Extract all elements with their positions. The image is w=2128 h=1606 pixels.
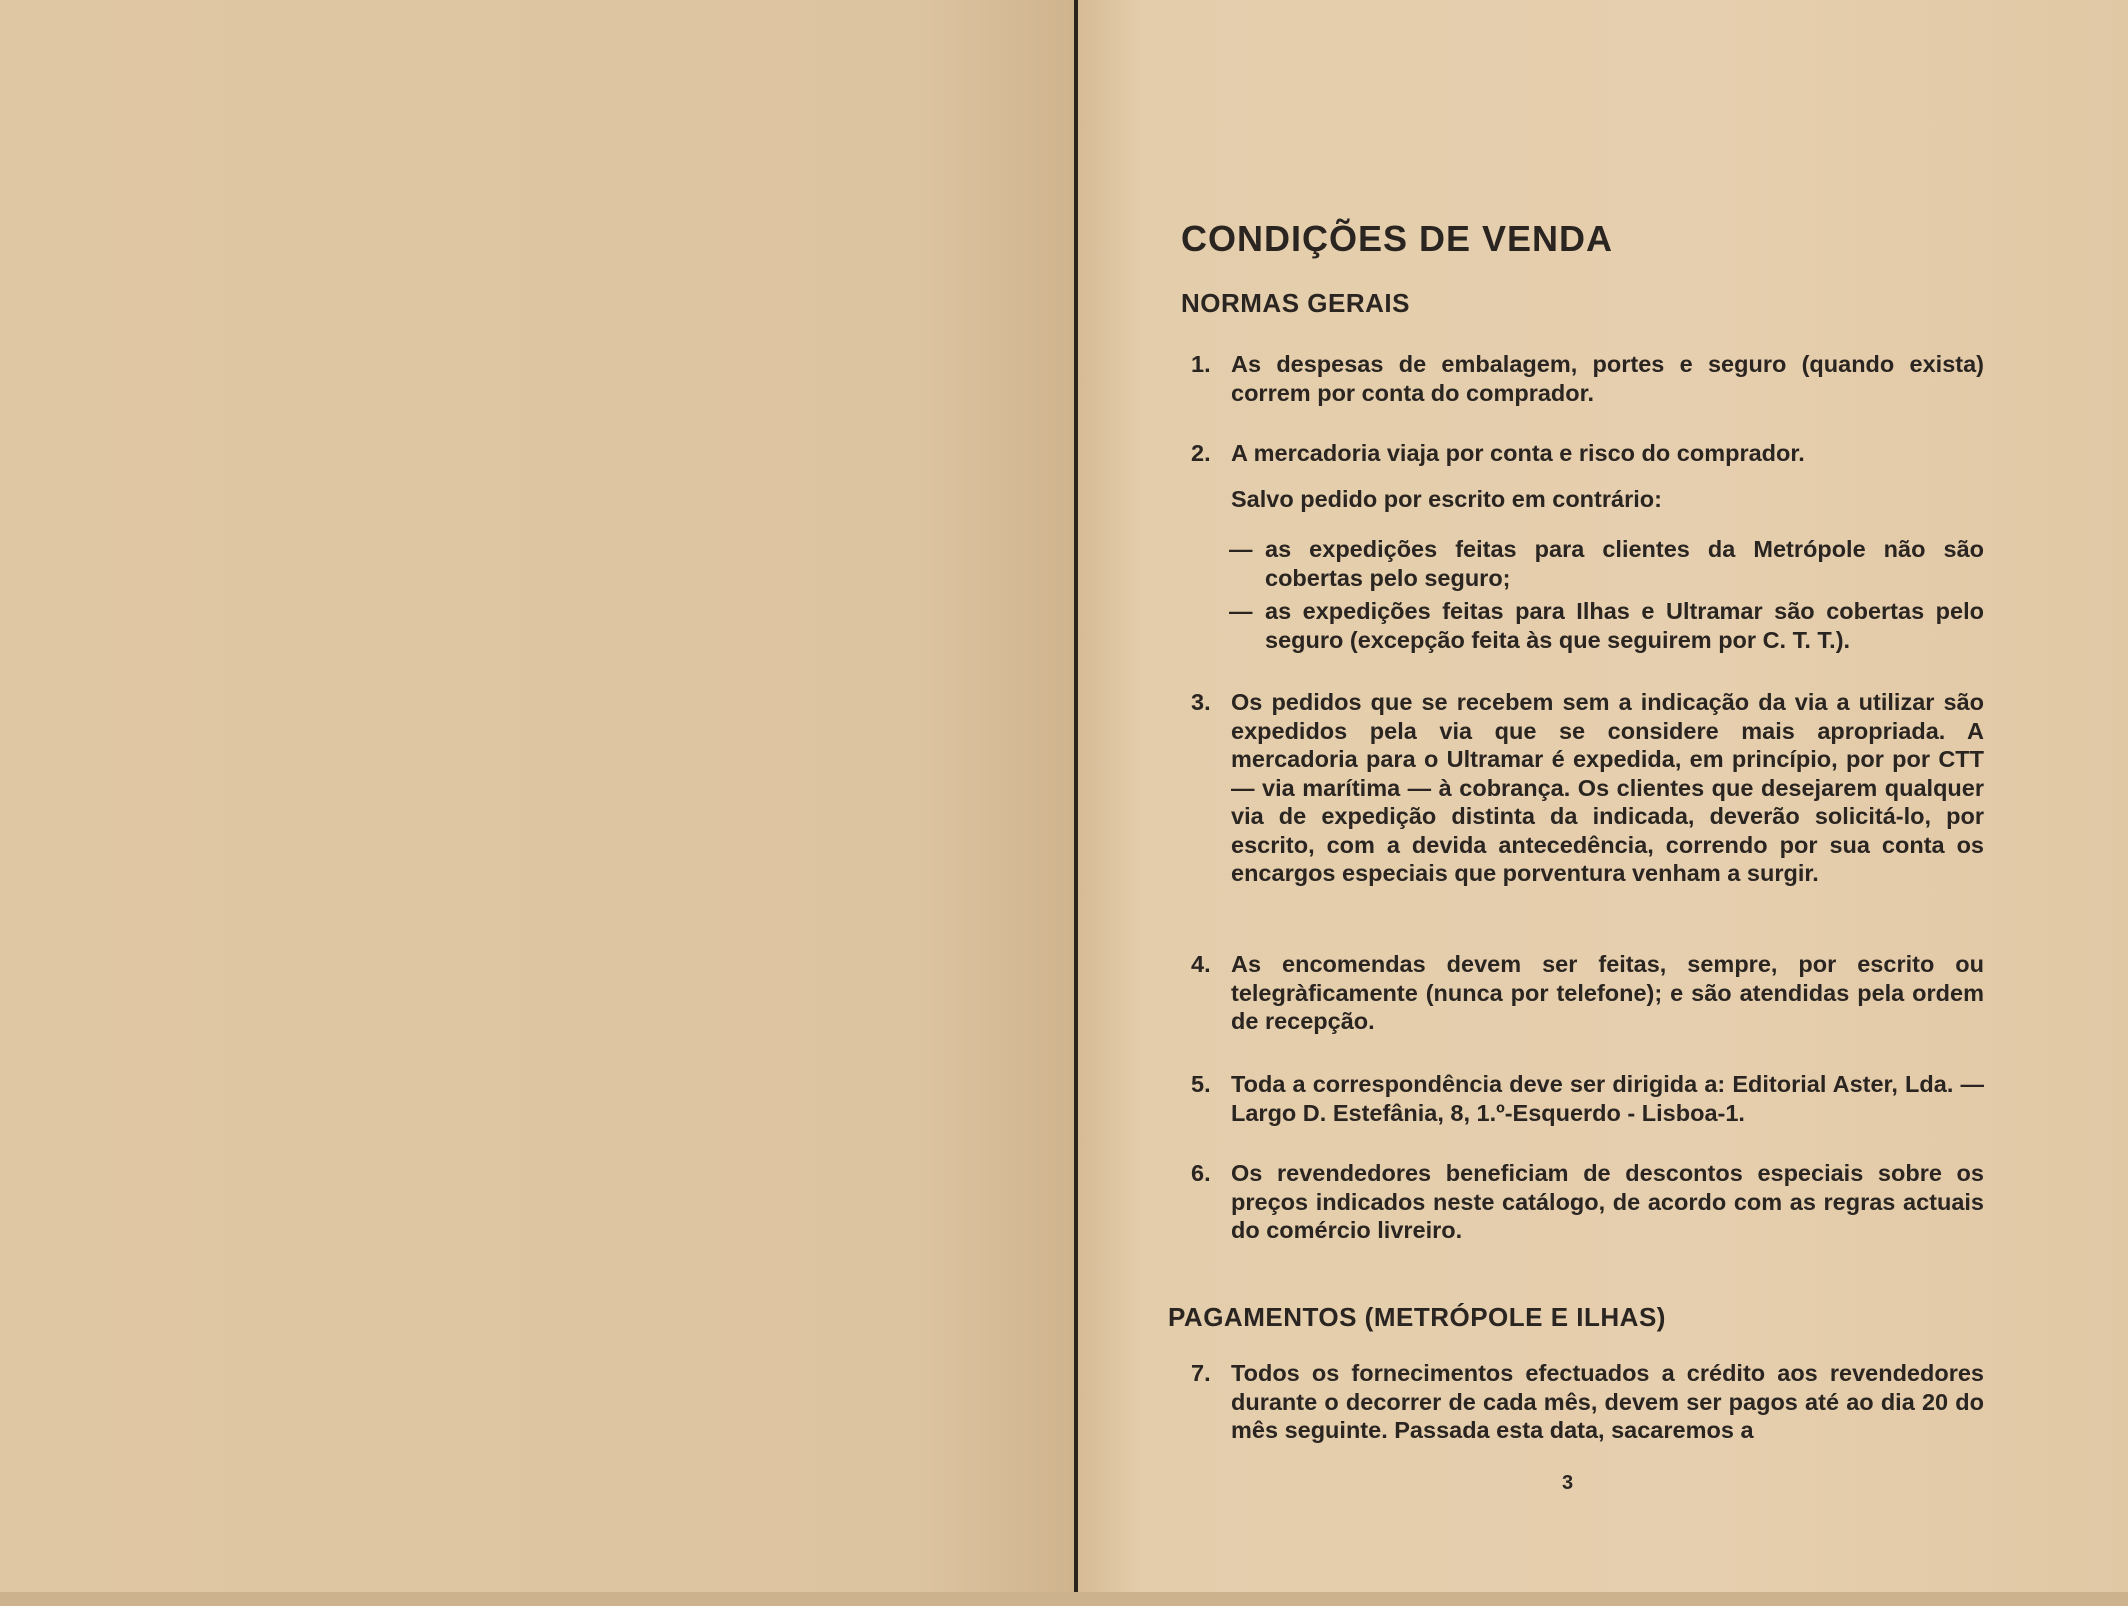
item-2-note: Salvo pedido por escrito em contrário: xyxy=(1231,486,1662,512)
item-text: Os pedidos que se recebem sem a indicação da via a utilizar são expedidos pela via que se considere mais apropriada. A mercadoria para o Ultramar é expedida, em princípio, por por CTT — via marítima — à cobrança. Os clientes que desejarem qualquer via de expedição distinta da indicada, deverão solicitá-lo, por escrito, com a devida antecedência, correndo por sua conta os encargos especiais que porventura venham a surgir. xyxy=(1231,689,1984,886)
item-number: 4. xyxy=(1191,951,1211,977)
page-number: 3 xyxy=(1562,1472,1574,1494)
list-item-1 xyxy=(1191,350,1984,407)
dash-text: as expedições feitas para Ilhas e Ultramar são cobertas pelo seguro (excepção feita às que seguirem por C. T. T.). xyxy=(1265,598,1984,653)
list-item-5 xyxy=(1191,1070,1984,1127)
list-item-4 xyxy=(1191,950,1984,1036)
dash-item-2 xyxy=(1229,597,1984,654)
dash-text: as expedições feitas para clientes da Metrópole não são cobertas pelo seguro; xyxy=(1265,536,1984,591)
item-number: 1. xyxy=(1191,351,1211,377)
item-text: As encomendas devem ser feitas, sempre, por escrito ou telegràficamente (nunca por telefone); e são atendidas pela ordem de recepção. xyxy=(1231,951,1984,1034)
section-heading-normas-gerais: NORMAS GERAIS xyxy=(1181,288,1410,318)
page-bottom-edge xyxy=(0,1592,2128,1606)
em-dash: — xyxy=(1229,536,1253,562)
book-spine xyxy=(1074,0,1078,1606)
list-item-3 xyxy=(1191,688,1984,888)
list-item-7 xyxy=(1191,1359,1984,1445)
item-number: 3. xyxy=(1191,689,1211,715)
item-number: 5. xyxy=(1191,1071,1211,1097)
dash-item-1 xyxy=(1229,535,1984,592)
em-dash: — xyxy=(1229,598,1253,624)
list-item-2 xyxy=(1191,439,1984,468)
item-text: Toda a correspondência deve ser dirigida a: Editorial Aster, Lda. — Largo D. Estefânia, 8, 1.º-Esquerdo - Lisboa-1. xyxy=(1231,1071,1984,1126)
item-text: Os revendedores beneficiam de descontos especiais sobre os preços indicados neste catálogo, de acordo com as regras actuais do comércio livreiro. xyxy=(1231,1160,1984,1243)
page-title: CONDIÇÕES DE VENDA xyxy=(1181,218,1614,259)
item-text: Todos os fornecimentos efectuados a crédito aos revendedores durante o decorrer de cada mês, devem ser pagos até ao dia 20 do mês seguinte. Passada esta data, sacaremos a xyxy=(1231,1360,1984,1443)
item-number: 2. xyxy=(1191,440,1211,466)
list-item-6 xyxy=(1191,1159,1984,1245)
item-number: 6. xyxy=(1191,1160,1211,1186)
section-heading-pagamentos: PAGAMENTOS (METRÓPOLE E ILHAS) xyxy=(1168,1302,1666,1332)
item-number: 7. xyxy=(1191,1360,1211,1386)
item-text: As despesas de embalagem, portes e seguro (quando exista) correm por conta do comprador. xyxy=(1231,351,1984,406)
item-text: A mercadoria viaja por conta e risco do comprador. xyxy=(1231,440,1805,466)
